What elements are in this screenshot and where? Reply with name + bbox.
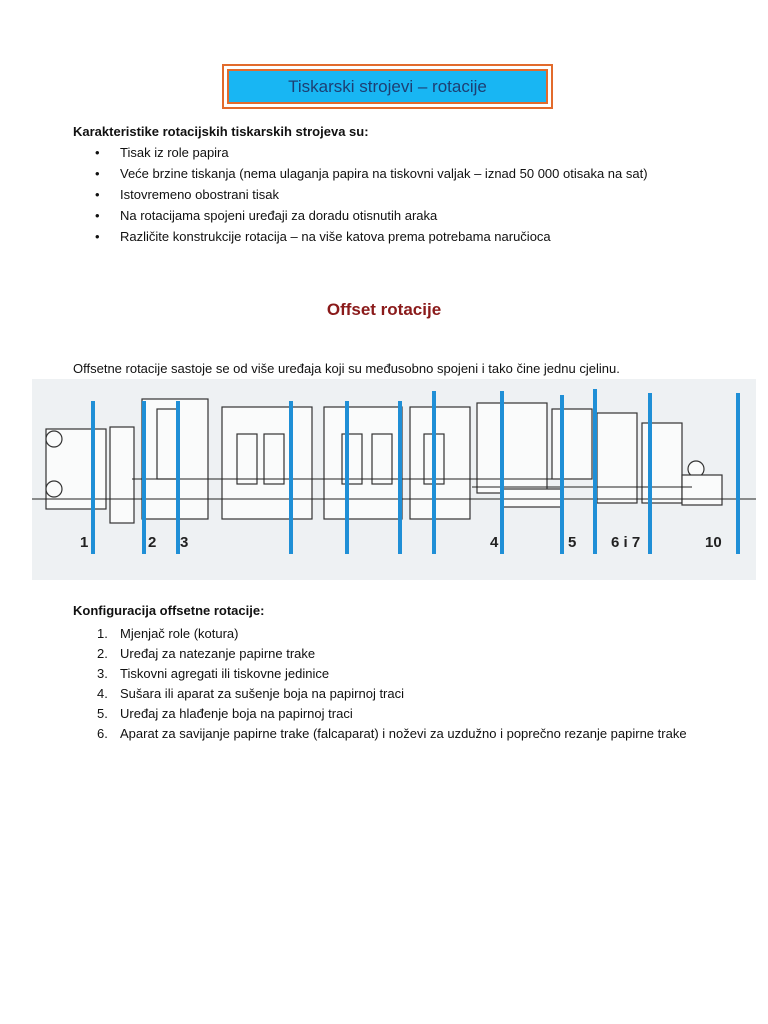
bullet-icon: • [95,229,100,244]
list-item: 3. Tiskovni agregati ili tiskovne jedinice [97,666,330,681]
press-diagram [32,379,756,580]
bullet-icon: • [95,166,100,181]
diagram-label: 6 i 7 [611,534,641,551]
list-item: 5. Uređaj za hlađenje boja na papirnoj traci [97,706,353,721]
diagram-label: 1 [80,534,89,551]
diagram-label: 2 [148,534,157,551]
list-item: 4. Sušara ili aparat za sušenje boja na papirnoj traci [97,686,405,701]
diagram-label: 5 [568,534,577,551]
title-box [222,64,553,109]
page-title: Tiskarski strojevi – rotacije [288,76,487,96]
list-item: • Tisak iz role papira [95,145,229,160]
list-item: • Na rotacijama spojeni uređaji za doradu otisnutih araka [95,208,438,223]
list-item: 6. Aparat za savijanje papirne trake (falcaparat) i noževi za uzdužno i poprečno rezanje papirne trake [97,726,687,741]
diagram-label: 4 [490,534,499,551]
diagram-label: 10 [705,534,722,551]
config-list [73,624,691,744]
intro-heading: Karakteristike rotacijskih tiskarskih strojeva su: [73,124,369,139]
list-item: 2. Uređaj za natezanje papirne trake [97,646,316,661]
title-banner [227,69,548,104]
list-item: 1. Mjenjač role (kotura) [97,626,239,641]
characteristics-list [73,144,683,249]
bullet-icon: • [95,208,100,223]
config-heading: Konfiguracija offsetne rotacije: [73,603,265,618]
list-item: • Veće brzine tiskanja (nema ulaganja papira na tiskovni valjak – iznad 50 000 otisaka na sat) [95,166,648,181]
press-drawing [32,379,756,580]
list-item: • Različite konstrukcije rotacija – na više katova prema potrebama naručioca [95,229,551,244]
bullet-icon: • [95,187,100,202]
diagram-label: 3 [180,534,189,551]
bullet-icon: • [95,145,100,160]
list-item: • Istovremeno obostrani tisak [95,187,279,202]
section-paragraph: Offsetne rotacije sastoje se od više uređaja koji su međusobno spojeni i tako čine jednu cjelinu. [73,361,620,376]
section-title: Offset rotacije [326,300,442,319]
